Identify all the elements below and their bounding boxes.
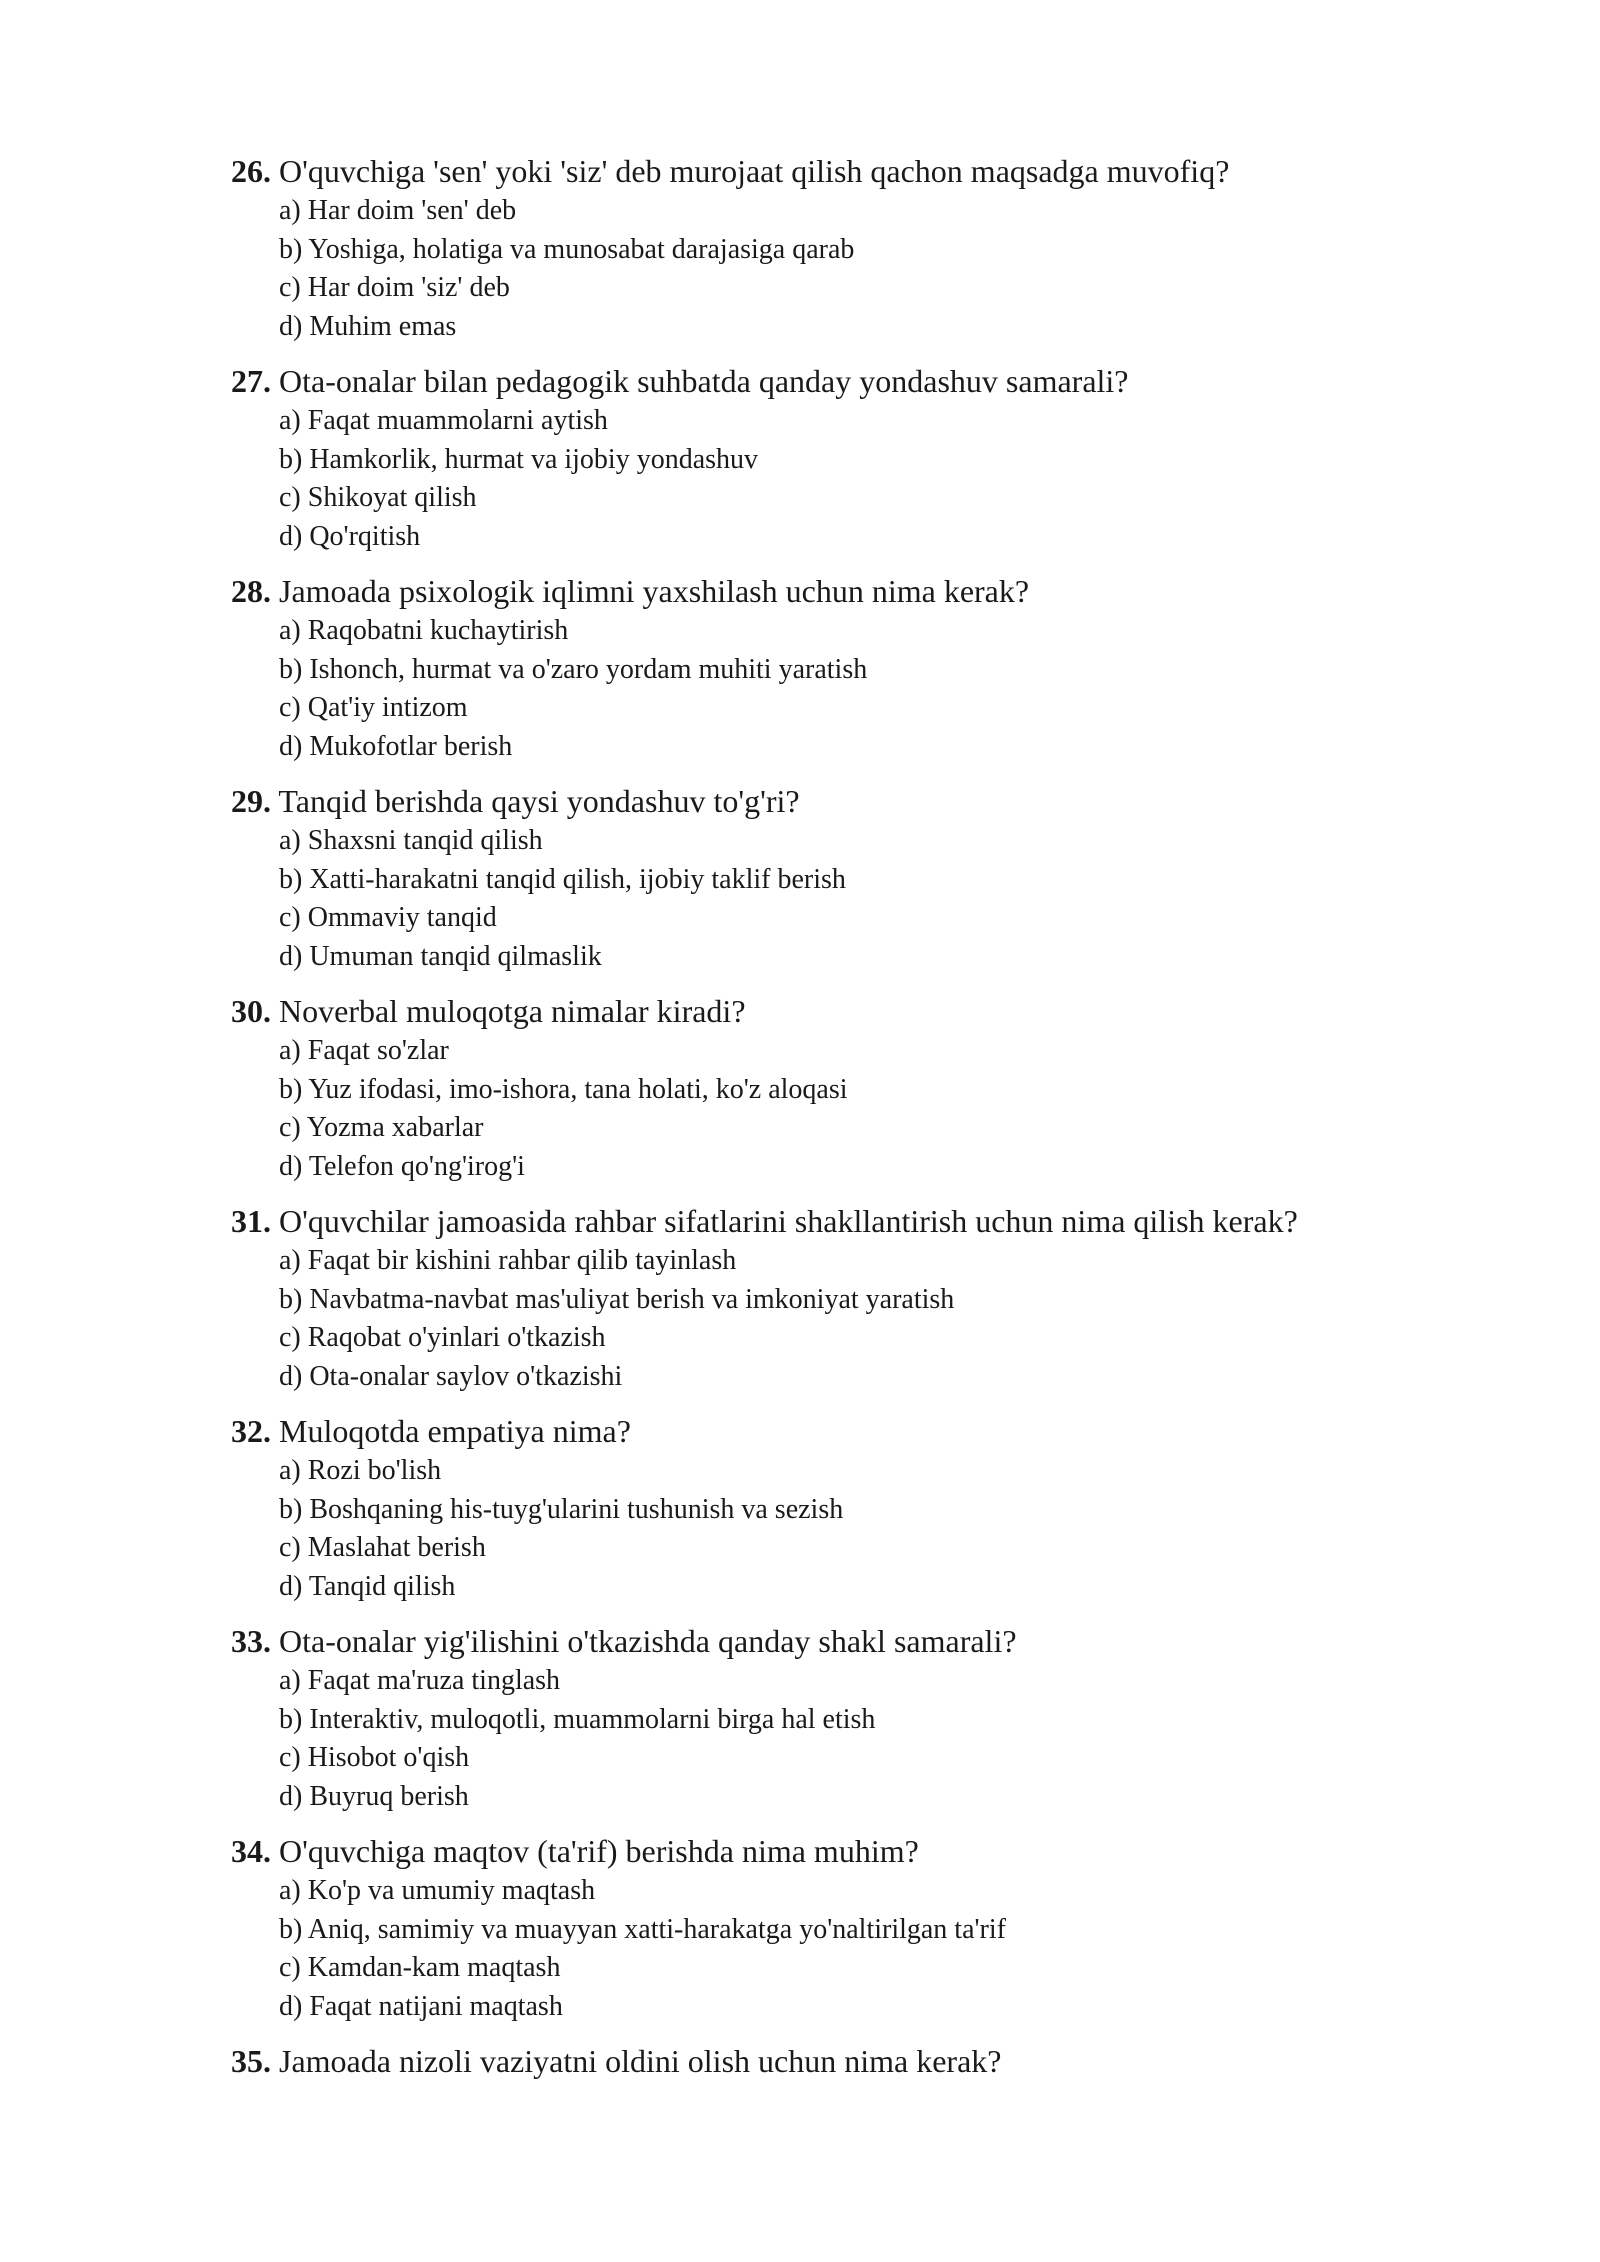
question-line	[0, 1620, 1600, 1662]
option-b: b) Hamkorlik, hurmat va ijobiy yondashuv	[279, 443, 759, 475]
option-d: d) Buyruq berish	[279, 1780, 469, 1812]
question-number: 26.	[231, 153, 271, 189]
answer-options	[0, 192, 1600, 346]
question-number: 34.	[231, 1833, 271, 1869]
option-d: d) Tanqid qilish	[279, 1570, 456, 1602]
question-text: Ota-onalar bilan pedagogik suhbatda qanday yondashuv samarali?	[279, 363, 1129, 399]
question-28	[0, 570, 1600, 766]
question-31	[0, 1200, 1600, 1396]
question-line	[0, 1410, 1600, 1452]
question-line	[0, 1200, 1600, 1242]
option-a: a) Ko'p va umumiy maqtash	[279, 1875, 596, 1906]
option-c: c) Shikoyat qilish	[279, 482, 477, 513]
option-a: a) Shaxsni tanqid qilish	[279, 825, 543, 856]
option-d: d) Muhim emas	[279, 310, 457, 342]
answer-options	[0, 1872, 1600, 2026]
option-c: c) Ommaviy tanqid	[279, 902, 497, 933]
option-a: a) Faqat ma'ruza tinglash	[279, 1665, 561, 1696]
question-35	[0, 2040, 1600, 2082]
answer-options	[0, 612, 1600, 766]
option-b: b) Yuz ifodasi, imo-ishora, tana holati, ko'z aloqasi	[279, 1073, 848, 1105]
question-33	[0, 1620, 1600, 1816]
question-line	[0, 150, 1600, 192]
option-c: c) Maslahat berish	[279, 1532, 486, 1563]
option-a: a) Raqobatni kuchaytirish	[279, 615, 569, 646]
option-a: a) Faqat muammolarni aytish	[279, 405, 608, 436]
question-line	[0, 570, 1600, 612]
question-text: Tanqid berishda qaysi yondashuv to'g'ri?	[278, 783, 800, 819]
option-b: b) Ishonch, hurmat va o'zaro yordam muhiti yaratish	[279, 653, 868, 685]
question-29	[0, 780, 1600, 976]
question-number: 29.	[231, 783, 271, 819]
question-32	[0, 1410, 1600, 1606]
question-line	[0, 360, 1600, 402]
question-number: 32.	[231, 1413, 271, 1449]
answer-options	[0, 1662, 1600, 1816]
answer-options	[0, 1032, 1600, 1186]
question-text: O'quvchiga maqtov (ta'rif) berishda nima muhim?	[279, 1833, 919, 1869]
option-d: d) Telefon qo'ng'irog'i	[279, 1150, 525, 1182]
answer-options	[0, 1452, 1600, 1606]
option-c: c) Kamdan-kam maqtash	[279, 1952, 561, 1983]
option-a: a) Rozi bo'lish	[279, 1455, 442, 1486]
question-number: 30.	[231, 993, 271, 1029]
question-number: 35.	[231, 2043, 271, 2079]
option-d: d) Faqat natijani maqtash	[279, 1990, 563, 2022]
option-b: b) Yoshiga, holatiga va munosabat darajasiga qarab	[279, 233, 855, 265]
question-line	[0, 2040, 1600, 2082]
option-a: a) Har doim 'sen' deb	[279, 195, 517, 226]
question-text: Jamoada psixologik iqlimni yaxshilash uchun nima kerak?	[279, 573, 1030, 609]
question-line	[0, 780, 1600, 822]
option-b: b) Interaktiv, muloqotli, muammolarni birga hal etish	[279, 1703, 876, 1735]
answer-options	[0, 1242, 1600, 1396]
question-text: O'quvchiga 'sen' yoki 'siz' deb murojaat qilish qachon maqsadga muvofiq?	[279, 153, 1230, 189]
question-30	[0, 990, 1600, 1186]
question-number: 33.	[231, 1623, 271, 1659]
question-text: Noverbal muloqotga nimalar kiradi?	[279, 993, 746, 1029]
option-a: a) Faqat bir kishini rahbar qilib tayinlash	[279, 1245, 737, 1276]
option-b: b) Navbatma-navbat mas'uliyat berish va imkoniyat yaratish	[279, 1283, 955, 1315]
option-c: c) Qat'iy intizom	[279, 692, 468, 723]
option-c: c) Yozma xabarlar	[279, 1112, 484, 1143]
question-line	[0, 1830, 1600, 1872]
answer-options	[0, 402, 1600, 556]
option-c: c) Har doim 'siz' deb	[279, 272, 510, 303]
question-text: Ota-onalar yig'ilishini o'tkazishda qanday shakl samarali?	[279, 1623, 1017, 1659]
question-number: 28.	[231, 573, 271, 609]
option-b: b) Boshqaning his-tuyg'ularini tushunish va sezish	[279, 1493, 844, 1525]
question-text: Jamoada nizoli vaziyatni oldini olish uchun nima kerak?	[279, 2043, 1002, 2079]
question-line	[0, 990, 1600, 1032]
question-number: 31.	[231, 1203, 271, 1239]
question-text: Muloqotda empatiya nima?	[279, 1413, 631, 1449]
option-d: d) Qo'rqitish	[279, 520, 421, 552]
option-d: d) Mukofotlar berish	[279, 730, 513, 762]
option-b: b) Aniq, samimiy va muayyan xatti-harakatga yo'naltirilgan ta'rif	[279, 1913, 1006, 1945]
option-c: c) Raqobat o'yinlari o'tkazish	[279, 1322, 606, 1353]
answer-options	[0, 822, 1600, 976]
question-27	[0, 360, 1600, 556]
question-text: O'quvchilar jamoasida rahbar sifatlarini shakllantirish uchun nima qilish kerak?	[279, 1203, 1298, 1239]
option-a: a) Faqat so'zlar	[279, 1035, 449, 1066]
option-d: d) Umuman tanqid qilmaslik	[279, 940, 602, 972]
question-26	[0, 150, 1600, 346]
option-d: d) Ota-onalar saylov o'tkazishi	[279, 1360, 623, 1392]
question-number: 27.	[231, 363, 271, 399]
option-c: c) Hisobot o'qish	[279, 1742, 470, 1773]
option-b: b) Xatti-harakatni tanqid qilish, ijobiy taklif berish	[279, 863, 846, 895]
question-34	[0, 1830, 1600, 2026]
